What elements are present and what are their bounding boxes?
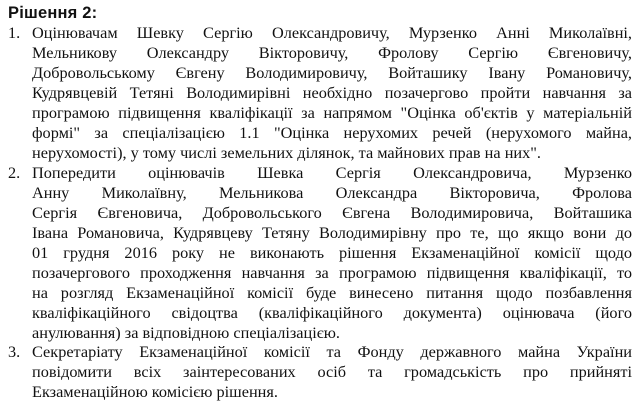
item-line: Сергія Євгеновича, Добровольського Євгена Володимировича, Войташика [32, 203, 632, 222]
item-line: на розгляд Екзаменаційної комісії буде винесено питання щодо позбавлення [32, 283, 632, 302]
decision-item-3 [0, 342, 640, 402]
item-number: 2. [8, 163, 21, 182]
item-line: програмою підвищення кваліфікації за напрямом "Оцінка об'єктів у матеріальній [32, 103, 632, 122]
item-line: нерухомості), у тому числі земельних ділянок, та майнових прав на них". [32, 143, 541, 162]
item-line: повідомити всіх заінтересованих осіб та громадськість про прийняті [32, 362, 632, 381]
item-number: 3. [8, 342, 21, 361]
item-line: 01 грудня 2016 року не виконають рішення Екзаменаційної комісії щодо [32, 243, 632, 262]
item-number: 1. [8, 23, 21, 42]
item-line: Оцінювачам Шевку Сергію Олександровичу, Мурзенко Анні Миколаївні, [32, 23, 632, 42]
item-line: Секретаріату Екзаменаційної комісії та Фонду державного майна України [32, 342, 632, 361]
item-line: формі" за спеціалізацією 1.1 "Оцінка нерухомих речей (нерухомого майна, [32, 123, 632, 142]
decision-heading: Рішення 2: [8, 4, 98, 22]
item-line: Кудрявцевій Тетяні Володимирівні необхідно позачергово пройти навчання за [32, 83, 632, 102]
item-line: анулювання) за відповідною спеціалізацією. [32, 323, 340, 342]
item-line: Попередити оцінювачів Шевка Сергія Олександровича, Мурзенко [32, 163, 632, 182]
decision-item-1 [0, 23, 640, 163]
item-line: Анну Миколаївну, Мельникова Олександра Вікторовича, Фролова [32, 183, 632, 202]
item-line: Івана Романовича, Кудрявцеву Тетяну Володимирівну про те, що якщо вони до [32, 223, 632, 242]
item-line: кваліфікаційного свідоцтва (кваліфікаційного документа) оцінювача (його [32, 303, 632, 322]
item-line: позачергового проходження навчання за програмою підвищення кваліфікації, то [32, 263, 632, 282]
decision-item-2 [0, 163, 640, 343]
item-line: Екзаменаційною комісією рішення. [32, 382, 278, 401]
item-line: Мельникову Олександру Вікторовичу, Фролову Сергію Євгеновичу, [32, 43, 632, 62]
item-line: Добровольському Євгену Володимировичу, Войташику Івану Романовичу, [32, 63, 632, 82]
